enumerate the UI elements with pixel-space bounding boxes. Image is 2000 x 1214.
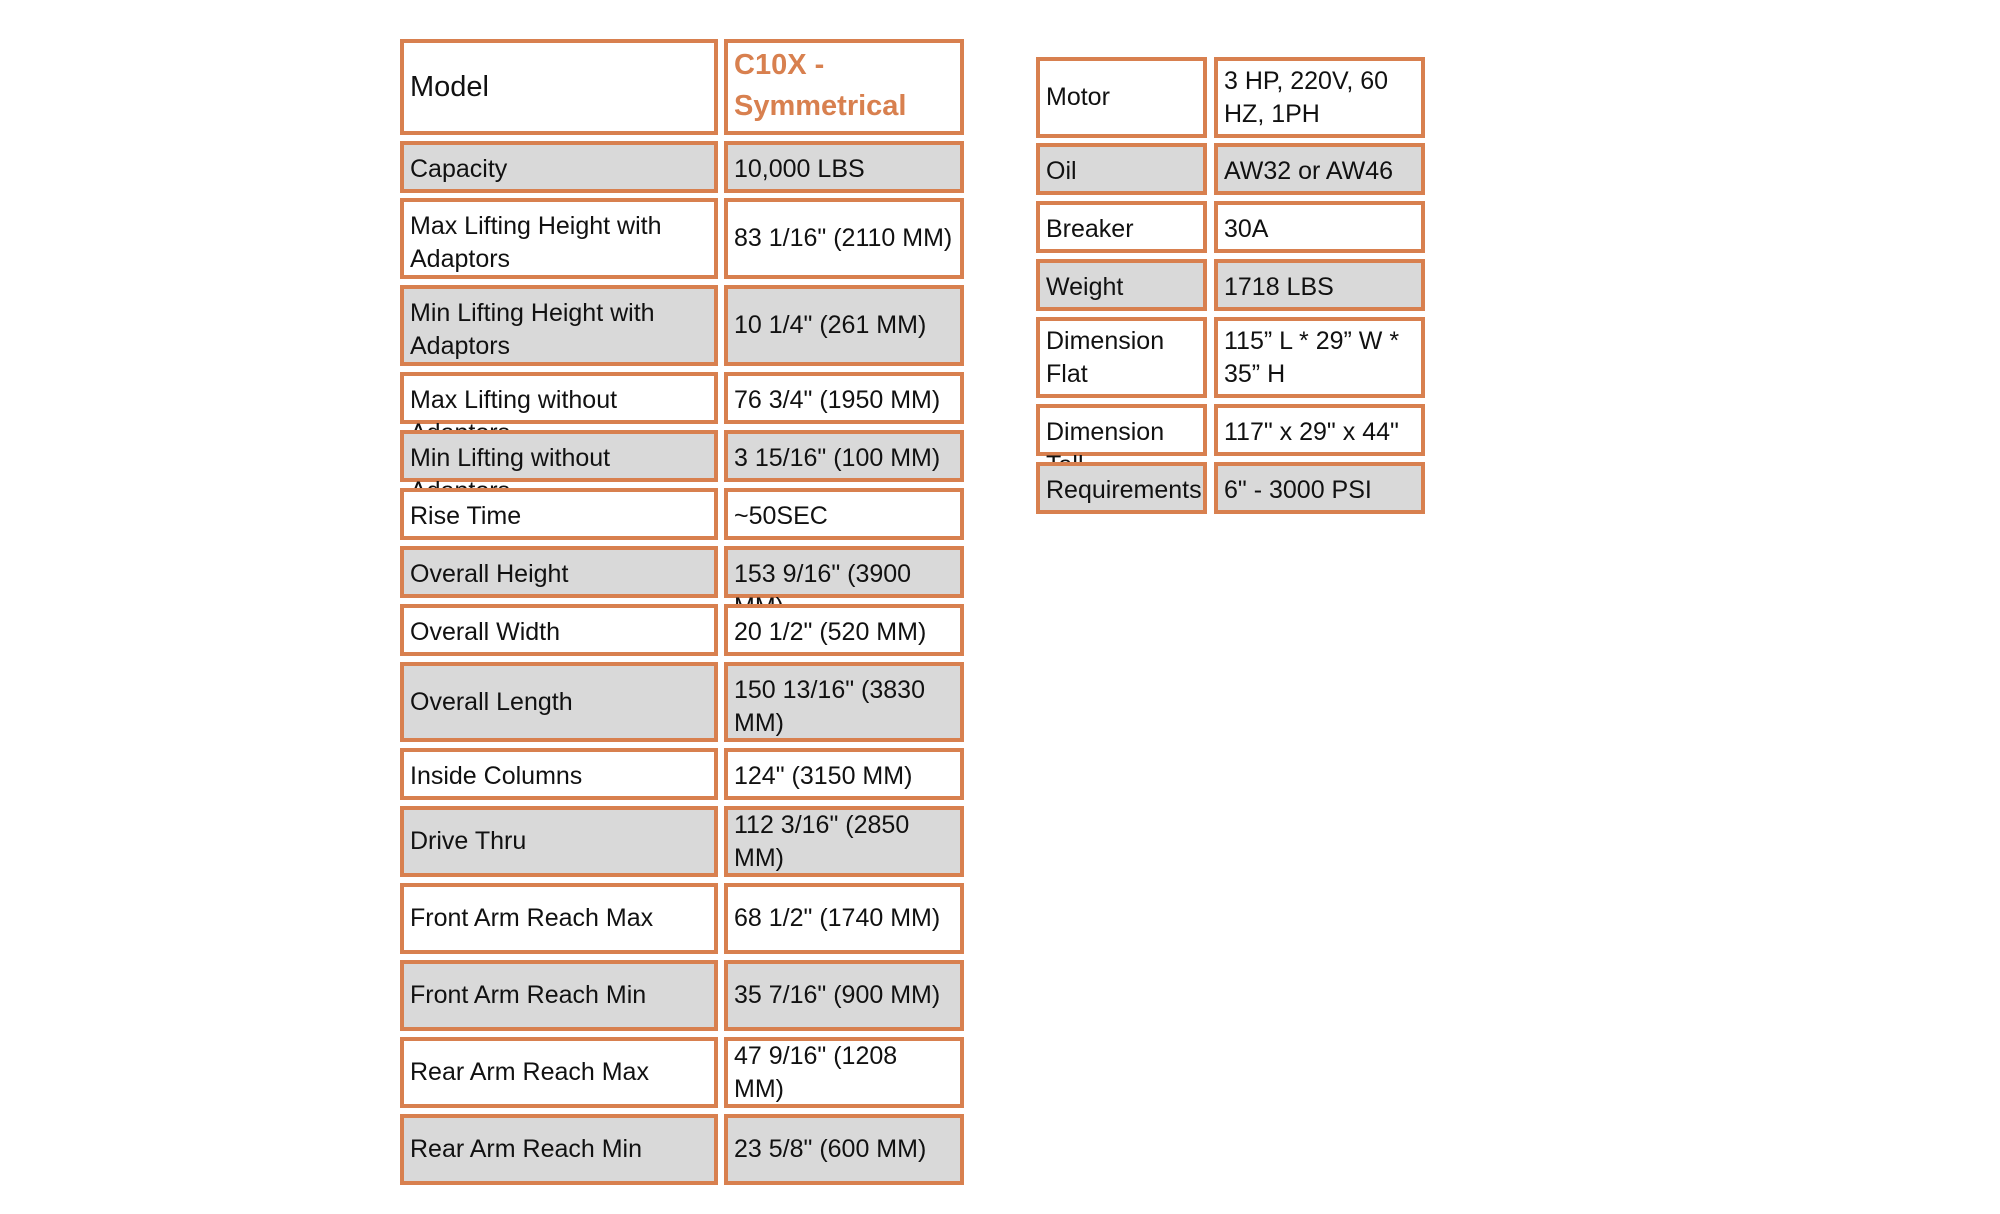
spec-value: 10,000 LBS (724, 141, 964, 193)
spec-label: Inside Columns (400, 748, 718, 800)
spec-value: 153 9/16" (3900 (724, 546, 964, 598)
spec-label: Oil (1036, 143, 1207, 195)
spec-value: 35 7/16" (900 MM) (724, 960, 964, 1031)
spec-value: 112 3/16" (2850 MM) (724, 806, 964, 877)
spec-value: 3 HP, 220V, 60 HZ, 1PH (1214, 57, 1425, 138)
spec-label: Min Lifting Height with Adaptors (400, 285, 718, 366)
model-value: C10X - Symmetrical (724, 39, 964, 135)
spec-value: AW32 or AW46 (1214, 143, 1425, 195)
spec-value: 115” L * 29” W * 35” H (1214, 317, 1425, 398)
spec-value: 124" (3150 MM) (724, 748, 964, 800)
spec-value: 20 1/2" (520 MM) (724, 604, 964, 656)
spec-value: 23 5/8" (600 MM) (724, 1114, 964, 1185)
spec-value: 10 1/4" (261 MM) (724, 285, 964, 366)
spec-value: 83 1/16" (2110 MM) (724, 198, 964, 279)
spec-value: 117" x 29" x 44" (1214, 404, 1425, 456)
spec-label: Dimension (1036, 404, 1207, 456)
spec-label: Rear Arm Reach Max (400, 1037, 718, 1108)
spec-value: ~50SEC (724, 488, 964, 540)
spec-value: 6" - 3000 PSI (1214, 462, 1425, 514)
spec-value: 68 1/2" (1740 MM) (724, 883, 964, 954)
spec-label: Overall Length (400, 662, 718, 742)
spec-label: Dimension Flat (1036, 317, 1207, 398)
spec-label: Capacity (400, 141, 718, 193)
spec-label: Front Arm Reach Min (400, 960, 718, 1031)
spec-value: 76 3/4" (1950 MM) (724, 372, 964, 424)
spec-label: Max Lifting Height with Adaptors (400, 198, 718, 279)
spec-label: Overall Width (400, 604, 718, 656)
spec-label: Rise Time (400, 488, 718, 540)
model-label: Model (400, 39, 718, 135)
spec-label: Drive Thru (400, 806, 718, 877)
spec-label: Min Lifting without (400, 430, 718, 482)
spec-value: 30A (1214, 201, 1425, 253)
spec-label: Breaker (1036, 201, 1207, 253)
spec-label: Weight (1036, 259, 1207, 311)
spec-label: Front Arm Reach Max (400, 883, 718, 954)
spec-label: Motor (1036, 57, 1207, 138)
spec-label: Requirements (1036, 462, 1207, 514)
spec-label: Max Lifting without (400, 372, 718, 424)
spec-value: 3 15/16" (100 MM) (724, 430, 964, 482)
spec-value: 47 9/16" (1208 MM) (724, 1037, 964, 1108)
spec-value: 1718 LBS (1214, 259, 1425, 311)
spec-label: Overall Height (400, 546, 718, 598)
spec-value: 150 13/16" (3830 MM) (724, 662, 964, 742)
spec-label: Rear Arm Reach Min (400, 1114, 718, 1185)
